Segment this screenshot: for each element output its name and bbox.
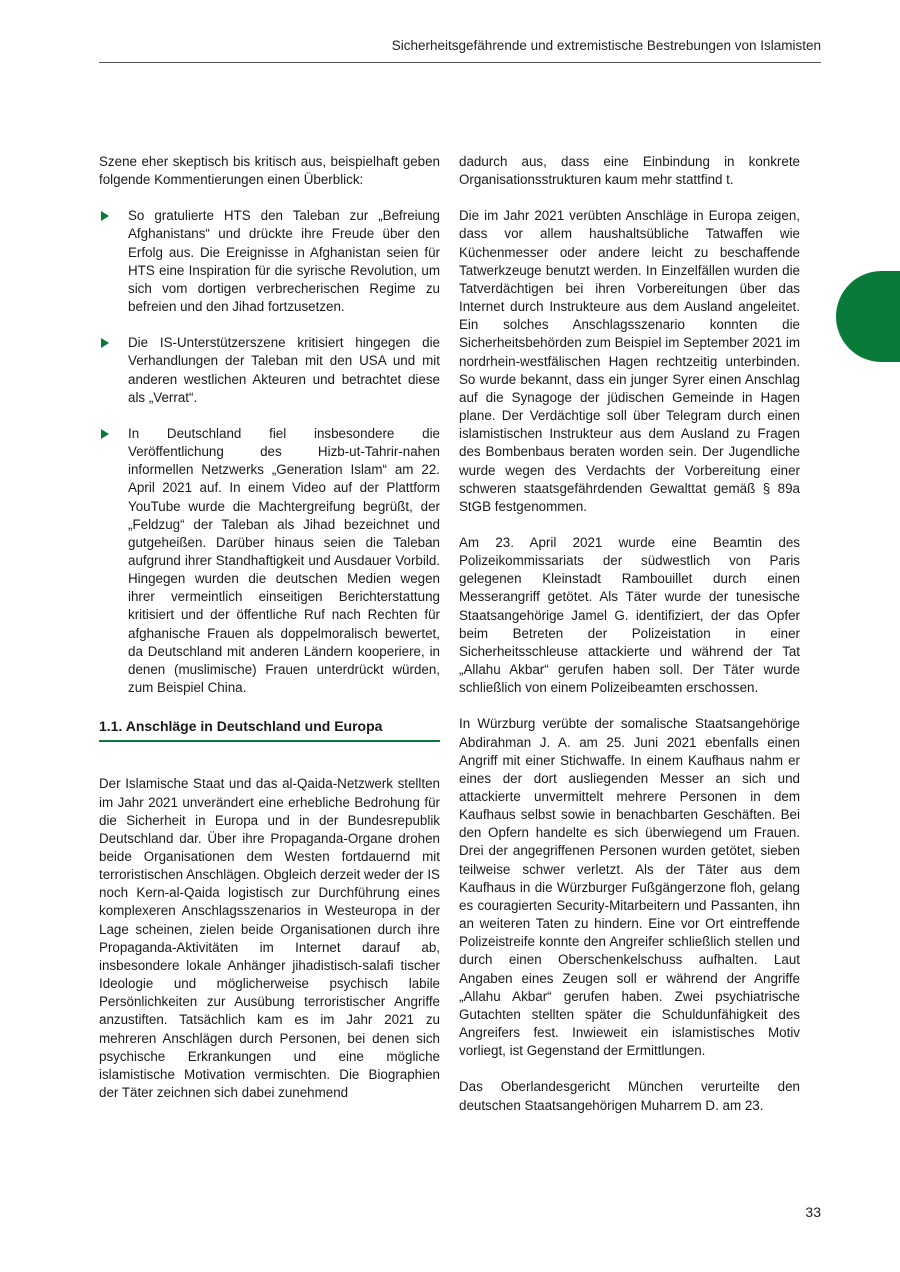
left-column bbox=[99, 153, 440, 1120]
bullet-text: So gratulierte HTS den Taleban zur „Befreiung Afghanistans“ und drückte ihre Freude über den Erfolg aus. Die Ereignisse in Afghanistan seien für HTS eine Inspiration für die syrische Revolution, um sich vom dortigen verbrecherischen Regime zu befreien und den Jihad fortzusetzen. bbox=[128, 208, 440, 315]
chapter-tab-marker bbox=[836, 271, 900, 362]
bullet-text: Die IS-Unterstützerszene kritisiert hingegen die Verhandlungen der Taleban mit den USA und mit anderen westlichen Akteuren und betrachtet diese als „Verrat“. bbox=[128, 335, 440, 405]
body-paragraph: Das Oberlandesgericht München verurteilte den deutschen Staatsangehörigen Muharrem D. am 23. bbox=[459, 1079, 800, 1113]
body-paragraph: dadurch aus, dass eine Einbindung in konkrete Organisationsstrukturen kaum mehr stattfind t. bbox=[459, 154, 800, 188]
bullet-item bbox=[99, 425, 440, 697]
triangle-bullet-icon bbox=[101, 211, 109, 221]
bullet-item bbox=[99, 334, 440, 407]
header-rule bbox=[99, 62, 821, 63]
triangle-bullet-icon bbox=[101, 429, 109, 439]
section-paragraph: Der Islamische Staat und das al-Qaida-Netzwerk stellten im Jahr 2021 unverändert eine erhebliche Bedrohung für die Sicherheit in Europa und in der Bundesrepublik Deutschland dar. Über ihre Propaganda-Organe drohen beide Organisationen dem Westen fortdauernd mit terroristischen Anschlägen. Obgleich derzeit weder der IS noch Kern-al-Qaida logistisch zur Durchführung eines komplexeren Anschlagsszenarios in Westeuropa in der Lage scheinen, zielen beide Organisationen durch ihre Propaganda-Aktivitäten im Internet darauf ab, insbesondere lokale Anhänger jihadistisch-salafi tischer Ideologie und möglicherweise psychisch labile Persönlichkeiten zur Ausübung terroristischer Angriffe anzustiften. Tatsächlich kam es im Jahr 2021 zu mehreren Anschlägen durch Personen, bei denen sich psychische Erkrankungen und eine mögliche islamistische Motivation vermischten. Die Biographien der Täter zeichnen sich dabei zunehmend bbox=[99, 776, 440, 1101]
triangle-bullet-icon bbox=[101, 338, 109, 348]
body-paragraph: In Würzburg verübte der somalische Staatsangehörige Abdirahman J. A. am 25. Juni 2021 ebenfalls einen Angriff mit einer Stichwaffe. In einem Kaufhaus nahm er eines der dort ausliegenden Messer an sich und attackierte unvermittelt mehrere Personen in dem Kaufhaus selbst sowie in benachbarten Geschäften. Bei den Opfern handelte es sich überwiegend um Frauen. Drei der angegriffenen Personen wurden getötet, sieben teilweise schwer verletzt. Als der Täter aus dem Kaufhaus in die Würzburger Fußgängerzone floh, gelang es couragierten Security-Mitarbeitern und Passanten, ihn an weiteren Taten zu hindern. Eine vor Ort eintreffende Polizeistreife konnte den Angreifer schließlich stellen und durch einen Oberschenkelschuss aufhalten. Laut Angaben eines Zeugen soll er während der Angriffe „Allahu Akbar“ gerufen haben. Zwei psychiatrische Gutachten stellten später die Schuldunfähigkeit des Angreifers fest. Inwieweit ein islamistisches Motiv vorliegt, ist Gegenstand der Ermittlungen. bbox=[459, 716, 800, 1059]
body-paragraph: Am 23. April 2021 wurde eine Beamtin des Polizeikommissariats der südwestlich von Paris gelegenen Kleinstadt Rambouillet durch einen Messerangriff getötet. Als Täter wurde der tunesische Staatsangehörige Jamel G. identifiziert, der das Opfer beim Betreten der Polizeistation in einer Sicherheitsschleuse attackierte und während der Tat „Allahu Akbar“ gerufen haben soll. Der Täter wurde schließlich von einem Polizeibeamten erschossen. bbox=[459, 534, 800, 696]
intro-paragraph: Szene eher skeptisch bis kritisch aus, beispielhaft geben folgende Kommentierungen einen Überblick: bbox=[99, 154, 440, 188]
page-number: 33 bbox=[805, 1204, 821, 1220]
body-paragraph: Die im Jahr 2021 verübten Anschläge in Europa zeigen, dass vor allem haushaltsübliche Tatwaffen wie Küchenmesser oder andere leicht zu beschaffende Tatwerkzeuge benutzt werden. In Einzelfällen wurden die Tatverdächtigen bei ihren Vorbereitungen über das Internet durch Instrukteure aus dem Ausland angeleitet. Ein solches Anschlagsszenario konnten die Sicherheitsbehörden zum Beispiel im September 2021 im nordrhein-westfälischen Hagen rechtzeitig unterbinden. So wurde bekannt, dass ein junger Syrer einen Anschlag auf die Synagoge der jüdischen Gemeinde in Hagen plane. Der Verdächtige soll über Telegram durch einen islamistischen Instrukteur aus dem Ausland zu Fragen des Bombenbaus beraten worden sein. Der Jugendliche wurde wegen des Verdachts der Vorbereitung einer schweren staatsgefährdenden Gewalttat gemäß § 89a StGB festgenommen. bbox=[459, 208, 800, 514]
right-column bbox=[459, 153, 800, 1133]
bullet-list bbox=[99, 207, 440, 697]
running-header: Sicherheitsgefährende und extremistische Bestrebungen von Islamisten bbox=[391, 38, 821, 53]
bullet-item bbox=[99, 207, 440, 316]
bullet-text: In Deutschland fiel insbesondere die Veröffentlichung des Hizb-ut-Tahrir-nahen informellen Netzwerks „Generation Islam“ am 22. April 2021 auf. In einem Video auf der Plattform YouTube wurde die Machtergreifung begrüßt, der „Feldzug“ der Taleban als Jihad bezeichnet und gutgeheißen. Darüber hinaus seien die Taleban aufgrund ihrer Standhaftigkeit und Ausdauer Vorbild. Hingegen wurden die deutschen Medien wegen ihrer vermeintlich einseitigen Berichterstattung kritisiert und der öffentliche Ruf nach Rechten für afghanische Frauen als doppelmoralisch bewertet, da Deutschland mit anderen Ländern kooperiere, in denen (muslimische) Frauen unterdrückt würden, zum Beispiel China. bbox=[128, 425, 440, 696]
section-heading: 1.1. Anschläge in Deutschland und Europa bbox=[99, 717, 440, 742]
